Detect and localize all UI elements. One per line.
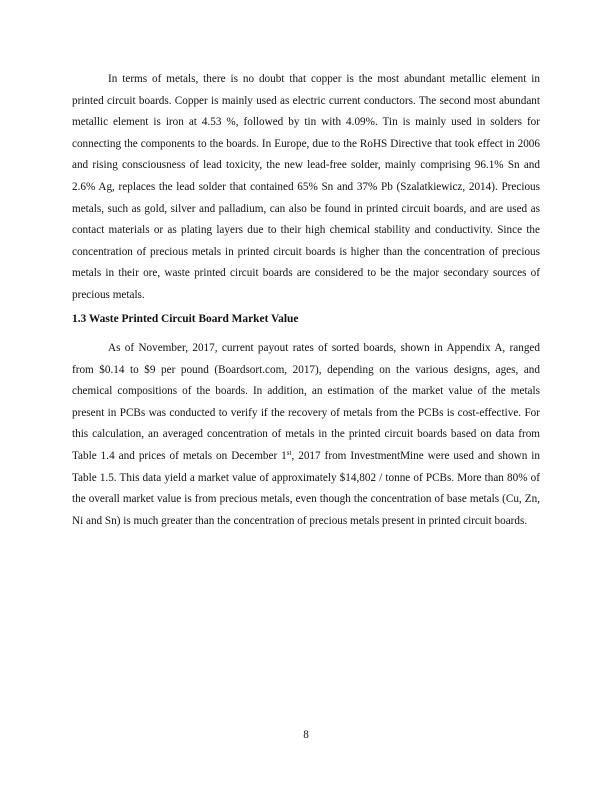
paragraph-metals-composition: In terms of metals, there is no doubt that copper is the most abundant metallic element in printed circuit boards. Copper is mainly used as electric current conductors. The second most abundant metallic element is iron at 4.53 %, followed by tin with 4.09%. Tin is mainly used in solders for connecting the components to the boards. In Europe, due to the RoHS Directive that took effect in 2006 and rising consciousness of lead toxicity, the new lead-free solder, mainly comprising 96.1% Sn and 2.6% Ag, replaces the lead solder that contained 65% Sn and 37% Pb (Szalatkiewicz, 2014). Precious metals, such as gold, silver and palladium, can also be found in printed circuit boards, and are used as contact materials or as plating layers due to their high chemical stability and conductivity. Since the concentration of precious metals in printed circuit boards is higher than the concentration of precious metals in their ore, waste printed circuit boards are considered to be the major secondary sources of precious metals. xyxy=(72,73,540,301)
section-heading: 1.3 Waste Printed Circuit Board Market Value xyxy=(72,313,299,325)
document-page xyxy=(72,0,540,792)
paragraph-market-value xyxy=(72,338,540,532)
page-number: 8 xyxy=(303,729,309,741)
date-ordinal-superscript: st xyxy=(286,448,292,457)
paragraph-market-value-part-2: , 2017 from InvestmentMine were used and shown in Table 1.5. This data yield a market value of approximately $14,802 / tonne of PCBs. More than 80% of the overall market value is from precious metals, even though the concentration of base metals (Cu, Zn, Ni and Sn) is much greater than the concentration of precious metals present in printed circuit boards. xyxy=(72,449,540,527)
paragraph-market-value-part-1: As of November, 2017, current payout rates of sorted boards, shown in Appendix A, ranged from $0.14 to $9 per pound (Boardsort.com, 2017), depending on the various designs, ages, and chemical compositions of the boards. In addition, an estimation of the market value of the metals present in PCBs was conducted to verify if the recovery of metals from the PCBs is cost-effective. For this calculation, an averaged concentration of metals in the printed circuit boards based on data from Table 1.4 and prices of metals on December 1 xyxy=(72,342,540,462)
